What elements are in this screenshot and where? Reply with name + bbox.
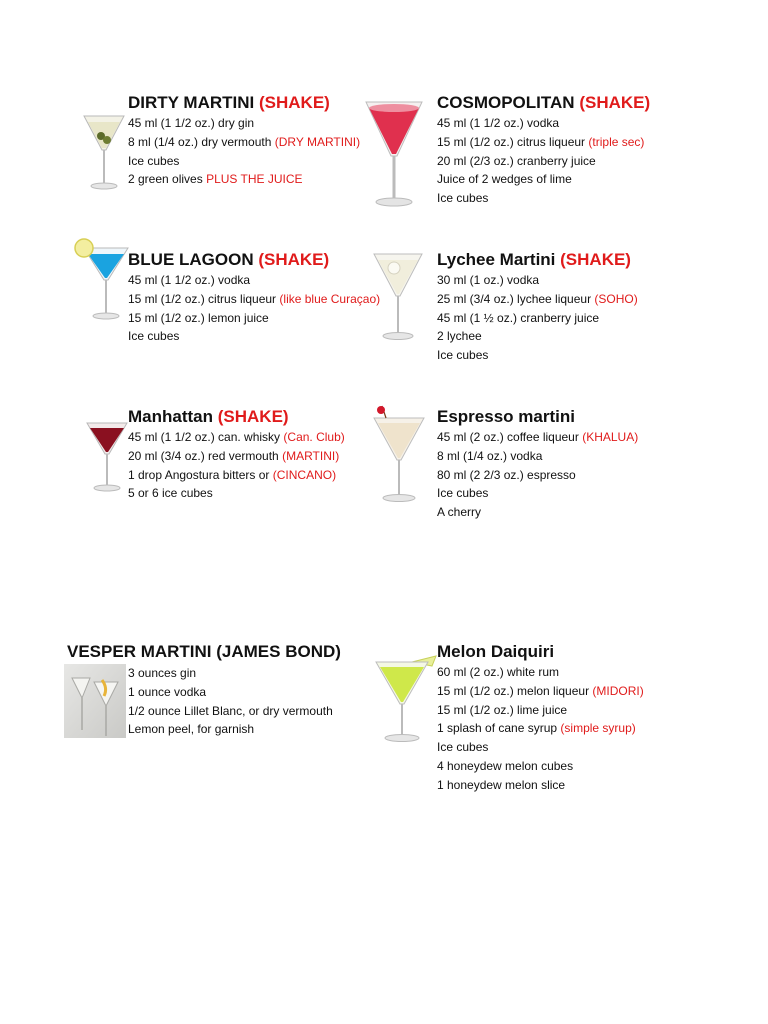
ingredient-list bbox=[437, 114, 650, 208]
recipe-title: COSMOPOLITAN (SHAKE) bbox=[437, 93, 651, 112]
manhattan-glass-icon bbox=[86, 420, 128, 494]
ingredient-list bbox=[128, 114, 360, 189]
recipe-dirty-martini bbox=[128, 92, 360, 189]
ingredient: 8 ml (1/4 oz.) vodka bbox=[437, 448, 543, 463]
ingredient: Ice cubes bbox=[437, 191, 489, 206]
ingredient: A cherry bbox=[437, 505, 482, 520]
ingredient: 3 ounces gin bbox=[128, 666, 197, 680]
recipe-vesper-martini bbox=[67, 641, 341, 663]
ingredient: 25 ml (3/4 oz.) lychee liqueur (SOHO) bbox=[437, 291, 638, 306]
ingredient: 15 ml (1/2 oz.) citrus liqueur (like blue Curaçao) bbox=[128, 291, 381, 306]
recipe-lychee-martini bbox=[437, 249, 638, 365]
recipe-vesper-martini-ingredients bbox=[128, 664, 333, 739]
ingredient: 60 ml (2 oz.) white rum bbox=[437, 665, 560, 679]
ingredient: 45 ml (1 1/2 oz.) dry gin bbox=[128, 116, 255, 130]
recipe-title: Melon Daiquiri bbox=[437, 642, 555, 661]
ingredient: Ice cubes bbox=[128, 153, 180, 168]
recipe-title: Espresso martini bbox=[437, 407, 575, 426]
ingredient-list bbox=[437, 428, 638, 522]
ingredient: 30 ml (1 oz.) vodka bbox=[437, 273, 540, 287]
ingredient: 45 ml (1 1/2 oz.) vodka bbox=[128, 273, 251, 287]
ingredient: 15 ml (1/2 oz.) lime juice bbox=[437, 702, 568, 717]
ingredient: 5 or 6 ice cubes bbox=[128, 486, 213, 501]
cherry-icon bbox=[377, 406, 385, 414]
ingredient: 1 drop Angostura bitters or (CINCANO) bbox=[128, 467, 337, 482]
ingredient: 80 ml (2 2/3 oz.) espresso bbox=[437, 467, 576, 482]
ingredient: 45 ml (1 1/2 oz.) can. whisky (Can. Club) bbox=[128, 430, 345, 444]
ingredient: 1 ounce vodka bbox=[128, 684, 207, 699]
ingredient: Ice cubes bbox=[437, 740, 489, 755]
ingredient: Juice of 2 wedges of lime bbox=[437, 172, 572, 187]
blue-lagoon-glass-icon bbox=[72, 238, 130, 322]
ingredient-list bbox=[128, 428, 345, 503]
recipe-title: Lychee Martini (SHAKE) bbox=[437, 250, 631, 269]
ingredient: 2 green olives PLUS THE JUICE bbox=[128, 172, 303, 187]
recipe-blue-lagoon bbox=[128, 249, 380, 346]
cosmopolitan-glass-icon bbox=[364, 100, 424, 210]
ingredient: 1 splash of cane syrup (simple syrup) bbox=[437, 721, 636, 736]
dirty-martini-glass-icon bbox=[82, 112, 126, 192]
ingredient: Ice cubes bbox=[437, 348, 489, 363]
ingredient: 20 ml (2/3 oz.) cranberry juice bbox=[437, 153, 596, 168]
ingredient: 1/2 ounce Lillet Blanc, or dry vermouth bbox=[128, 703, 333, 718]
lychee-icon bbox=[388, 262, 400, 274]
ingredient: 15 ml (1/2 oz.) lemon juice bbox=[128, 310, 269, 325]
lemon-slice-icon bbox=[75, 239, 93, 257]
recipe-title: DIRTY MARTINI (SHAKE) bbox=[128, 93, 330, 112]
recipe-cosmopolitan bbox=[437, 92, 650, 208]
ingredient: 45 ml (1 1/2 oz.) vodka bbox=[437, 116, 560, 130]
ingredient: 8 ml (1/4 oz.) dry vermouth (DRY MARTINI) bbox=[128, 134, 361, 149]
ingredient: 1 honeydew melon slice bbox=[437, 777, 566, 792]
ingredient: 45 ml (1 ½ oz.) cranberry juice bbox=[437, 310, 600, 325]
melon-daiquiri-glass-icon bbox=[372, 652, 438, 744]
recipe-title: Manhattan (SHAKE) bbox=[128, 407, 289, 426]
recipe-title: VESPER MARTINI (JAMES BOND) bbox=[67, 642, 341, 661]
vesper-martini-photo-icon bbox=[64, 664, 126, 738]
recipe-espresso-martini bbox=[437, 406, 638, 522]
recipe-manhattan bbox=[128, 406, 345, 503]
ingredient-list bbox=[437, 663, 644, 795]
ingredient: Ice cubes bbox=[437, 486, 489, 501]
ingredient-list bbox=[128, 271, 380, 346]
ingredient-list bbox=[437, 271, 638, 365]
ingredient: Lemon peel, for garnish bbox=[128, 722, 255, 737]
recipe-title: BLUE LAGOON (SHAKE) bbox=[128, 250, 330, 269]
recipe-melon-daiquiri bbox=[437, 641, 644, 795]
lychee-martini-glass-icon bbox=[372, 250, 424, 342]
ingredient: 20 ml (3/4 oz.) red vermouth (MARTINI) bbox=[128, 448, 340, 463]
ingredient: 45 ml (2 oz.) coffee liqueur (KHALUA) bbox=[437, 430, 639, 444]
ingredient: 4 honeydew melon cubes bbox=[437, 758, 574, 773]
ingredient: 15 ml (1/2 oz.) melon liqueur (MIDORI) bbox=[437, 683, 644, 698]
ingredient: 2 lychee bbox=[437, 329, 482, 344]
ingredient: 15 ml (1/2 oz.) citrus liqueur (triple sec) bbox=[437, 134, 645, 149]
ingredient-list bbox=[128, 664, 333, 739]
ingredient: Ice cubes bbox=[128, 329, 180, 344]
espresso-martini-glass-icon bbox=[370, 402, 426, 504]
